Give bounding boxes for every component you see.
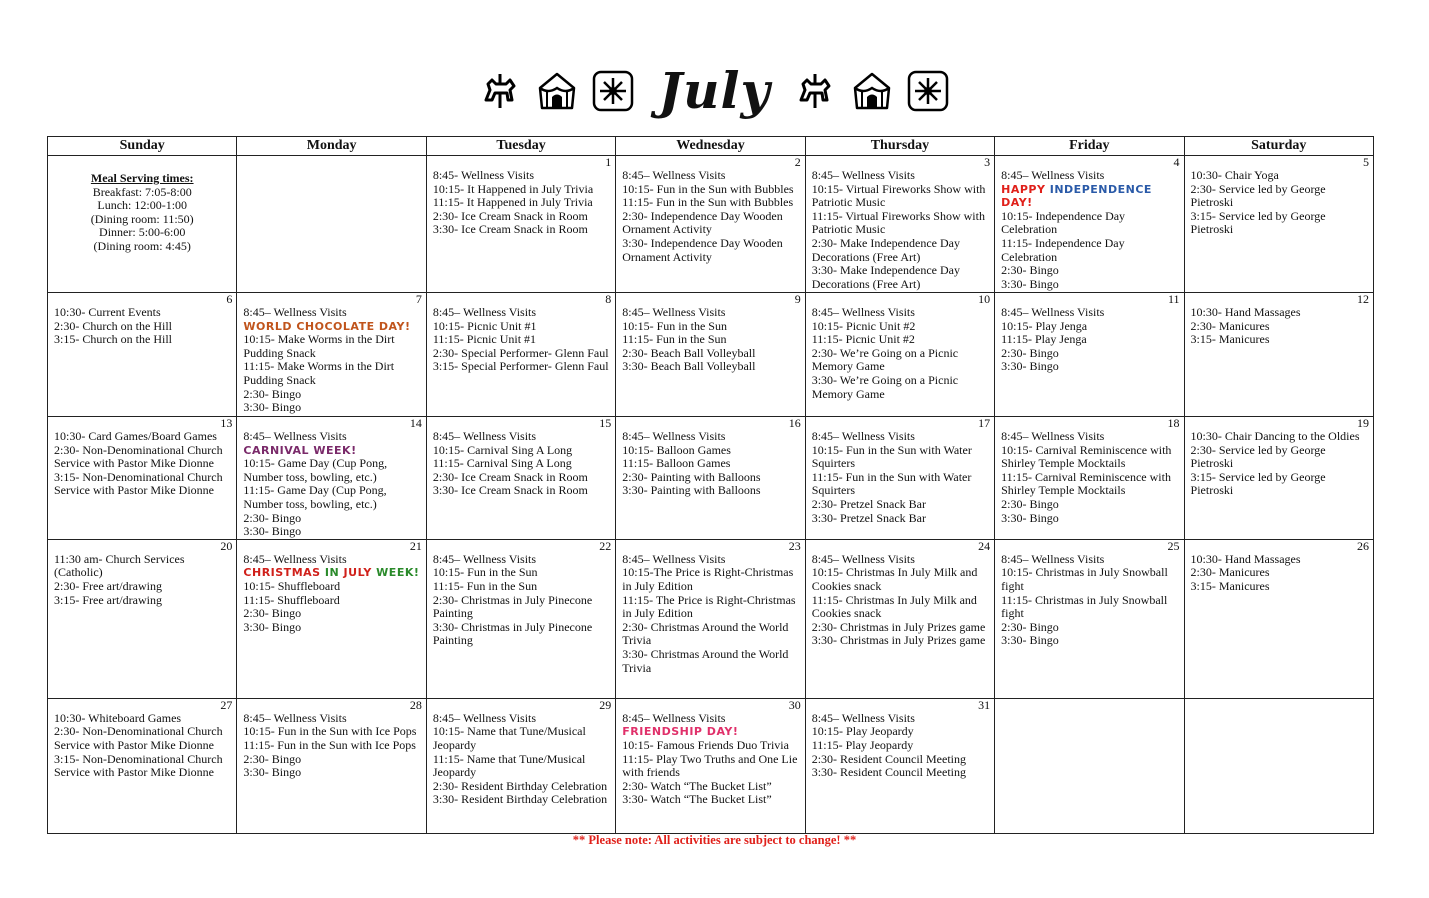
- activity-item: 2:30- Ice Cream Snack in Room: [432, 469, 588, 484]
- activity-item: 2:30- Make Independence Day Decorations (Free Art): [811, 235, 960, 264]
- activity-item: 3:15- Service led by George Pietroski: [1190, 469, 1326, 498]
- day-cell: [1184, 698, 1373, 833]
- activity-item: 8:45– Wellness Visits: [811, 429, 915, 443]
- special-event-label: HAPPY INDEPENDENCE DAY!: [1001, 182, 1152, 210]
- activity-item: 3:15- Free art/drawing: [54, 592, 162, 607]
- calendar-header: [0, 62, 1429, 120]
- activity-item: 10:15- Christmas In July Milk and Cookies snack: [811, 565, 978, 593]
- activity-item: 10:30- Card Games/Board Games: [54, 429, 217, 443]
- day-cell: [995, 156, 1184, 293]
- activity-item: 3:15- Manicures: [1190, 332, 1270, 347]
- activity-item: 2:30- Christmas Around the World Trivia: [622, 619, 789, 648]
- activity-item: 10:15- Balloon Games: [622, 442, 731, 457]
- activity-item: 10:15- Fun in the Sun: [622, 318, 727, 333]
- activity-item: 2:30- Bingo: [1001, 496, 1059, 511]
- activity-item: 2:30- Free art/drawing: [54, 578, 162, 593]
- day-cell: [426, 539, 615, 698]
- day-cell: [805, 156, 994, 293]
- day-cell: [805, 417, 994, 540]
- special-event-label: FRIENDSHIP DAY!: [622, 725, 739, 739]
- activity-item: 8:45– Wellness Visits: [1001, 551, 1105, 566]
- activity-item: 2:30- Special Performer- Glenn Faul: [432, 345, 609, 360]
- day-number: 5: [1363, 155, 1369, 169]
- day-number: 22: [599, 538, 612, 553]
- day-number: 23: [788, 538, 801, 553]
- activity-item: 10:15- Play Jeopardy: [811, 724, 914, 739]
- day-number: 29: [599, 697, 612, 712]
- day-number: 31: [978, 697, 991, 712]
- day-number: 26: [1357, 538, 1369, 553]
- day-number: 27: [220, 697, 233, 712]
- activity-item: 2:30- Bingo: [243, 606, 302, 621]
- special-event-label: CARNIVAL WEEK!: [243, 443, 357, 457]
- carousel-horse-icon: [480, 70, 522, 112]
- day-cell: [805, 539, 994, 698]
- weekday-header: Thursday: [805, 137, 994, 156]
- activity-item: 8:45– Wellness Visits: [811, 168, 915, 182]
- activity-item: 2:30- Manicures: [1190, 318, 1270, 333]
- activity-item: 10:30- Hand Massages: [1190, 551, 1301, 566]
- activity-item: 10:15- Play Jenga: [1001, 318, 1088, 333]
- activity-item: 2:30- Christmas in July Pinecone Painting: [432, 592, 593, 621]
- activity-item: 11:15- Play Jeopardy: [811, 737, 914, 752]
- activity-item: 2:30- Independence Day Wooden Ornament Activity: [622, 208, 783, 237]
- weekday-header: Monday: [237, 137, 426, 156]
- weekday-header: Wednesday: [616, 137, 805, 156]
- activity-item: 2:30- Painting with Balloons: [622, 469, 761, 484]
- activity-item: 3:15- Non-Denominational Church Service with Pastor Mike Dionne: [54, 751, 223, 780]
- activity-item: 11:15- Independence Day Celebration: [1001, 235, 1125, 264]
- day-cell: [1184, 417, 1373, 540]
- day-cell: [616, 698, 805, 833]
- activity-item: 8:45– Wellness Visits: [243, 551, 347, 566]
- activity-item: 2:30- Pretzel Snack Bar: [811, 496, 926, 511]
- activity-item: 10:15- Shuffleboard: [243, 578, 341, 593]
- activity-item: 11:15- The Price is Right-Christmas in July Edition: [622, 592, 796, 621]
- week-row: [48, 417, 1374, 540]
- activity-item: 10:30- Hand Massages: [1190, 305, 1301, 319]
- day-cell: [616, 417, 805, 540]
- activity-item: 11:15- Play Jenga: [1001, 332, 1087, 347]
- day-cell: [995, 293, 1184, 417]
- week-row: [48, 539, 1374, 698]
- day-number: 25: [1167, 538, 1180, 553]
- activity-item: 2:30- Resident Council Meeting: [811, 751, 966, 766]
- day-cell: [805, 293, 994, 417]
- special-event-label: CHRISTMAS IN JULY WEEK!: [243, 566, 420, 580]
- activity-item: 8:45– Wellness Visits: [622, 429, 726, 443]
- activity-item: 10:15-The Price is Right-Christmas in July Edition: [622, 565, 794, 593]
- activity-item: 10:15- Name that Tune/Musical Jeopardy: [432, 724, 586, 752]
- activity-item: 3:30- Resident Birthday Celebration: [432, 792, 608, 807]
- calendar-grid: [47, 136, 1374, 834]
- day-number: 3: [984, 155, 991, 169]
- activity-item: 8:45– Wellness Visits: [622, 551, 726, 566]
- activity-item: 2:30- Non-Denominational Church Service with Pastor Mike Dionne: [54, 724, 223, 752]
- activity-item: 2:30- Bingo: [243, 386, 302, 401]
- activity-item: 2:30- Bingo: [1001, 619, 1059, 634]
- activity-item: 3:30- Bingo: [243, 400, 302, 415]
- day-cell: [48, 698, 237, 833]
- activity-item: 10:15- Fun in the Sun with Ice Pops: [243, 724, 417, 739]
- day-cell: [1184, 156, 1373, 293]
- activity-item: 11:30 am- Church Services (Catholic): [54, 551, 185, 580]
- week-row: [48, 698, 1374, 833]
- carousel-horse-icon: [795, 70, 837, 112]
- activity-item: 3:30- Bingo: [243, 765, 302, 780]
- day-cell: [1184, 293, 1373, 417]
- activity-item: 8:45– Wellness Visits: [622, 168, 726, 182]
- meal-time-line: Lunch: 12:00-1:00: [97, 198, 188, 213]
- activity-item: 8:45– Wellness Visits: [432, 429, 537, 443]
- weekday-header: Tuesday: [426, 137, 615, 156]
- activity-item: 3:15- Manicures: [1190, 578, 1270, 593]
- activity-item: 10:15- Independence Day Celebration: [1001, 208, 1126, 237]
- activity-item: 8:45– Wellness Visits: [622, 305, 726, 319]
- activity-item: 2:30- Non-Denominational Church Service with Pastor Mike Dionne: [54, 442, 223, 471]
- day-cell: [616, 293, 805, 417]
- day-cell: [616, 156, 805, 293]
- week-row: [48, 293, 1374, 417]
- activity-item: 11:15- Picnic Unit #1: [432, 332, 537, 347]
- circus-tent-icon: [536, 70, 578, 112]
- activity-item: 11:15- Make Worms in the Dirt Pudding Snack: [243, 359, 395, 387]
- day-cell: [995, 539, 1184, 698]
- activity-item: 10:15- Picnic Unit #1: [432, 318, 537, 333]
- activity-item: 10:15- Famous Friends Duo Trivia: [622, 737, 789, 752]
- activity-item: 2:30- Service led by George Pietroski: [1190, 442, 1326, 471]
- day-number: 6: [226, 292, 233, 306]
- activity-item: 11:15- Fun in the Sun with Water Squirters: [811, 469, 972, 498]
- day-cell: [237, 698, 426, 833]
- activity-item: 8:45– Wellness Visits: [243, 305, 347, 319]
- activity-item: 3:30- Painting with Balloons: [622, 483, 761, 498]
- activity-item: 11:15- Picnic Unit #2: [811, 332, 915, 347]
- weekday-header: Sunday: [48, 137, 237, 156]
- activity-item: 8:45– Wellness Visits: [622, 710, 726, 725]
- disclaimer-note: ** Please note: All activities are subject to change! **: [572, 833, 857, 847]
- activity-item: 2:30- Bingo: [1001, 263, 1059, 278]
- activity-item: 10:30- Chair Yoga: [1190, 168, 1279, 182]
- activity-item: 2:30- We’re Going on a Picnic Memory Game: [811, 345, 959, 374]
- activity-item: 10:15- Picnic Unit #2: [811, 318, 916, 333]
- activity-item: 10:15- Christmas in July Snowball fight: [1001, 565, 1168, 593]
- activity-item: 3:30- Beach Ball Volleyball: [622, 359, 756, 374]
- activity-item: 3:30- Pretzel Snack Bar: [811, 510, 926, 525]
- activity-item: 11:15- Virtual Fireworks Show with Patriotic Music: [811, 208, 985, 237]
- activity-item: 10:15- Make Worms in the Dirt Pudding Snack: [243, 332, 395, 360]
- meal-time-line: Dinner: 5:00-6:00: [99, 225, 186, 240]
- activity-item: 3:30- Bingo: [243, 524, 302, 539]
- day-number: 30: [788, 697, 801, 712]
- firework-icon: [907, 70, 949, 112]
- activity-item: 11:15- It Happened in July Trivia: [432, 195, 593, 210]
- day-cell: [48, 417, 237, 540]
- activity-item: 11:15- Balloon Games: [622, 456, 731, 471]
- activity-item: 8:45– Wellness Visits: [1001, 429, 1105, 443]
- activity-item: 8:45– Wellness Visits: [432, 710, 537, 725]
- activity-item: 8:45– Wellness Visits: [1001, 305, 1105, 319]
- activity-item: 2:30- Beach Ball Volleyball: [622, 345, 756, 360]
- day-number: 19: [1357, 416, 1369, 430]
- day-number: 2: [794, 155, 801, 169]
- activity-item: 2:30- Bingo: [243, 751, 302, 766]
- activity-item: 3:30- Christmas in July Prizes game: [811, 633, 986, 648]
- day-number: 18: [1167, 416, 1180, 430]
- activity-item: 11:15- Carnival Sing A Long: [432, 456, 572, 471]
- activity-item: 3:30- Make Independence Day Decorations (Free Art): [811, 263, 960, 291]
- activity-item: 10:15- Carnival Sing A Long: [432, 442, 573, 457]
- activity-item: 10:15- Fun in the Sun with Water Squirters: [811, 442, 972, 471]
- activity-item: 3:15- Non-Denominational Church Service with Pastor Mike Dionne: [54, 469, 223, 498]
- activity-item: 11:15- Fun in the Sun with Bubbles: [622, 195, 794, 210]
- activity-item: 8:45– Wellness Visits: [432, 305, 537, 319]
- activity-item: 3:30- Resident Council Meeting: [811, 765, 966, 780]
- month-title: July: [658, 61, 771, 120]
- special-event-label: WORLD CHOCOLATE DAY!: [243, 319, 411, 333]
- activity-item: 3:30- Ice Cream Snack in Room: [432, 222, 588, 237]
- activity-item: 11:15- Name that Tune/Musical Jeopardy: [432, 751, 586, 780]
- activity-item: 8:45– Wellness Visits: [1001, 168, 1105, 182]
- activity-item: 11:15- Play Two Truths and One Lie with friends: [622, 751, 798, 780]
- activity-item: 8:45– Wellness Visits: [811, 551, 915, 566]
- activity-item: 10:15- It Happened in July Trivia: [432, 181, 594, 196]
- activity-item: 3:30- Christmas in July Pinecone Painting: [432, 619, 593, 648]
- activity-item: 3:15- Church on the Hill: [54, 332, 172, 347]
- weekday-header-row: [48, 137, 1374, 156]
- activity-item: 3:30- We’re Going on a Picnic Memory Game: [811, 372, 959, 401]
- day-cell: [426, 293, 615, 417]
- day-cell: [616, 539, 805, 698]
- activity-item: 8:45– Wellness Visits: [811, 710, 915, 725]
- day-cell: [805, 698, 994, 833]
- activity-item: 11:15- Fun in the Sun: [432, 578, 538, 593]
- activity-item: 2:30- Service led by George Pietroski: [1190, 181, 1326, 210]
- day-number: 7: [415, 292, 422, 306]
- activity-item: 11:15- Fun in the Sun: [622, 332, 727, 347]
- activity-item: 2:30- Church on the Hill: [54, 318, 172, 333]
- activity-item: 3:30- Bingo: [1001, 510, 1059, 525]
- day-cell: [995, 698, 1184, 833]
- activity-item: 3:15- Service led by George Pietroski: [1190, 208, 1326, 237]
- weekday-header: Friday: [995, 137, 1184, 156]
- day-number: 24: [978, 538, 991, 553]
- activity-item: 2:30- Bingo: [1001, 345, 1059, 360]
- day-cell: [426, 417, 615, 540]
- activity-item: 10:30- Chair Dancing to the Oldies: [1190, 429, 1360, 443]
- day-number: 11: [1167, 292, 1180, 306]
- day-number: 13: [220, 416, 233, 430]
- activity-item: 3:30- Christmas Around the World Trivia: [622, 646, 789, 675]
- activity-item: 2:30- Ice Cream Snack in Room: [432, 208, 588, 223]
- meal-times-box: [54, 156, 230, 254]
- firework-icon: [592, 70, 634, 112]
- activity-item: 3:30- Bingo: [1001, 359, 1059, 374]
- activity-item: 8:45– Wellness Visits: [811, 305, 915, 319]
- activity-item: 2:30- Bingo: [243, 510, 302, 525]
- activity-item: 11:15- Fun in the Sun with Ice Pops: [243, 737, 416, 752]
- day-number: 16: [788, 416, 801, 430]
- day-cell: [48, 156, 237, 293]
- day-number: 20: [220, 538, 233, 553]
- circus-tent-icon: [851, 70, 893, 112]
- activity-item: 3:30- Bingo: [1001, 633, 1059, 648]
- activity-item: 8:45– Wellness Visits: [243, 429, 347, 443]
- activity-item: 10:15- Fun in the Sun with Bubbles: [622, 181, 794, 196]
- activity-item: 8:45– Wellness Visits: [243, 710, 347, 725]
- day-number: 28: [409, 697, 422, 712]
- activity-item: 8:45- Wellness Visits: [432, 168, 535, 182]
- activity-item: 2:30- Christmas in July Prizes game: [811, 619, 986, 634]
- activity-item: 3:30- Watch “The Bucket List”: [622, 792, 772, 807]
- activity-item: 11:15- Shuffleboard: [243, 592, 340, 607]
- day-cell: [237, 417, 426, 540]
- activity-item: 10:15- Carnival Reminiscence with Shirley Temple Mocktails: [1001, 442, 1172, 471]
- day-number: 15: [599, 416, 612, 430]
- activity-item: 10:30- Whiteboard Games: [54, 710, 182, 725]
- activity-item: 3:30- Independence Day Wooden Ornament Activity: [622, 235, 783, 264]
- day-number: 4: [1173, 155, 1180, 169]
- weekday-header: Saturday: [1184, 137, 1373, 156]
- activity-item: 3:15- Special Performer- Glenn Faul: [432, 359, 609, 374]
- activity-item: 8:45– Wellness Visits: [432, 551, 537, 566]
- activity-item: 3:30- Bingo: [243, 619, 302, 634]
- activity-item: 11:15- Christmas In July Milk and Cookies snack: [811, 592, 977, 621]
- day-cell: [426, 698, 615, 833]
- day-cell: [1184, 539, 1373, 698]
- activity-item: 10:30- Current Events: [54, 305, 161, 319]
- meal-times-heading: Meal Serving times:: [90, 171, 194, 185]
- activity-item: 11:15- Game Day (Cup Pong, Number toss, bowling, etc.): [243, 483, 387, 511]
- day-number: 9: [794, 292, 801, 306]
- day-number: 10: [978, 292, 991, 306]
- day-number: 1: [605, 155, 612, 169]
- week-row: [48, 156, 1374, 293]
- day-cell: [426, 156, 615, 293]
- meal-time-line: Breakfast: 7:05-8:00: [92, 184, 192, 199]
- day-number: 12: [1357, 292, 1369, 306]
- day-cell: [48, 293, 237, 417]
- activity-item: 11:15- Carnival Reminiscence with Shirley Temple Mocktails: [1001, 469, 1171, 498]
- day-cell: [237, 293, 426, 417]
- day-number: 17: [978, 416, 991, 430]
- activity-item: 2:30- Watch “The Bucket List”: [622, 778, 772, 793]
- activity-item: 11:15- Christmas in July Snowball fight: [1001, 592, 1168, 621]
- day-number: 21: [409, 538, 422, 553]
- activity-item: 10:15- Virtual Fireworks Show with Patriotic Music: [811, 181, 986, 210]
- day-number: 14: [409, 416, 422, 430]
- activity-item: 3:30- Ice Cream Snack in Room: [432, 483, 588, 498]
- day-cell: [237, 156, 426, 293]
- activity-item: 3:30- Bingo: [1001, 276, 1059, 291]
- day-cell: [995, 417, 1184, 540]
- activity-item: 10:15- Game Day (Cup Pong, Number toss, bowling, etc.): [243, 456, 388, 484]
- activity-item: 2:30- Manicures: [1190, 565, 1270, 580]
- meal-time-line: (Dining room: 11:50): [90, 211, 194, 226]
- day-cell: [237, 539, 426, 698]
- meal-time-line: (Dining room: 4:45): [93, 238, 191, 253]
- activity-item: 10:15- Fun in the Sun: [432, 565, 538, 580]
- day-number: 8: [605, 292, 612, 306]
- day-cell: [48, 539, 237, 698]
- activity-item: 2:30- Resident Birthday Celebration: [432, 778, 608, 793]
